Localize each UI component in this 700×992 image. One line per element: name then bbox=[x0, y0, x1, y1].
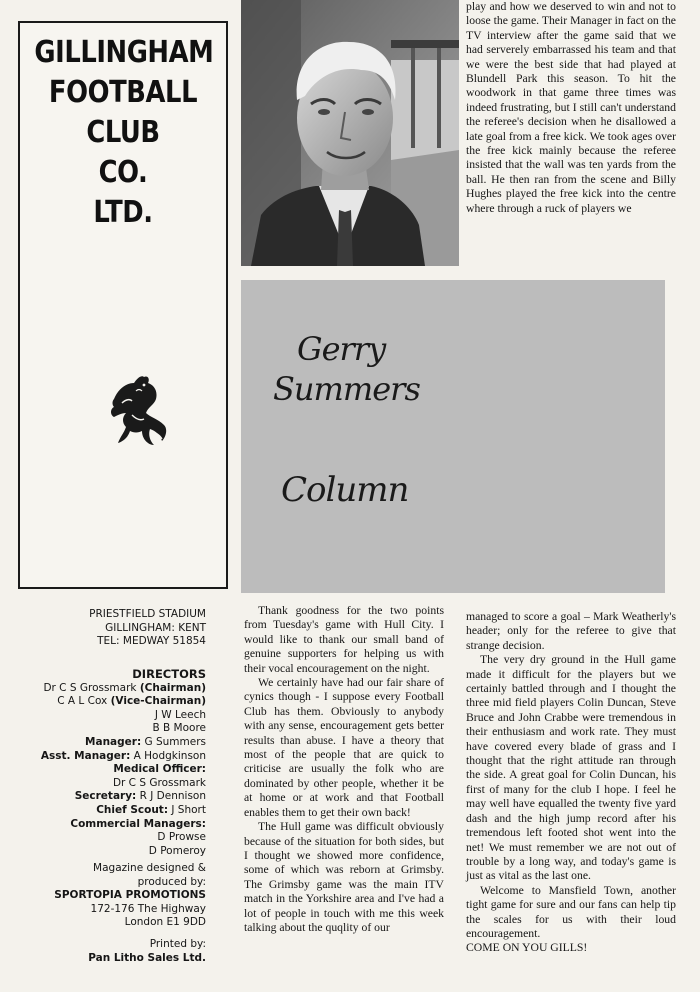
magazine-credits bbox=[18, 862, 206, 965]
club-name-line-1: GILLINGHAM bbox=[34, 35, 214, 70]
credits-designed-1: Magazine designed & bbox=[93, 862, 206, 874]
stadium-address bbox=[18, 608, 206, 649]
club-name-line-4: CO. bbox=[98, 155, 148, 190]
director-vice-chairman: C A L Cox (Vice-Chairman) bbox=[57, 695, 206, 708]
medical-officer-label: Medical Officer: bbox=[113, 763, 206, 776]
article-column-middle bbox=[244, 604, 444, 935]
column-title-panel bbox=[241, 280, 665, 593]
article-column-top-right bbox=[466, 0, 676, 216]
credits-addr-2: London E1 9DD bbox=[124, 916, 206, 929]
article-closing-line: COME ON YOU GILLS! bbox=[466, 941, 588, 955]
directors-heading: DIRECTORS bbox=[132, 667, 206, 681]
commercial-managers-label: Commercial Managers: bbox=[70, 817, 206, 830]
article-continuation: play and how we deserved to win and not to loose the game. Their Manager in fact on the TV interview after the game said that we had serverely embarrassed his team and that we were the best side that had played at Blundell Park this season. To hit the woodwork in that game three times was indeed frustrating, but I still can't understand the referee's decision when he disallowed a late goal from a free kick. We took ages over the free kick mainly because the referee insisted that the wall was ten yards from the ball. He then ran from the scene and Billy Hughes played the free kick into the centre where through a ruck of players we bbox=[466, 0, 676, 215]
address-line-3: TEL: MEDWAY 51854 bbox=[97, 635, 206, 648]
club-masthead-box bbox=[18, 21, 228, 589]
manager-line: Manager: G Summers bbox=[85, 735, 206, 748]
club-name-line-5: LTD. bbox=[93, 195, 153, 230]
credits-printer: Pan Litho Sales Ltd. bbox=[88, 951, 206, 964]
secretary-line: Secretary: R J Dennison bbox=[74, 790, 206, 803]
column-title-name-last: Summers bbox=[273, 370, 420, 408]
medical-officer-name: Dr C S Grossmark bbox=[112, 776, 206, 789]
rearing-horse-emblem-icon bbox=[104, 369, 176, 447]
club-name-line-2: FOOTBALL bbox=[48, 75, 198, 110]
article-paragraph-5: The very dry ground in the Hull game made it difficult for the players but we certainly battled through and I thought the three mid field players Colin Duncan, Steve Bruce and John Crabbe were tremendous in their enthusiasm and work rate. They must have covered every blade of grass and I thought that the right attitude ran through the side. A great goal for Colin Duncan, his first of many for the club I hope. I feel he may well have equalled the twenty five yard dash and the high jump record after his tremendous left footed shot went into the net! We must remember we are not out of trouble by a long way, and today's game is just as vital as the last one. bbox=[466, 653, 676, 883]
article-paragraph-2: We certainly have had our fair share of cynics though - I suppose every Football Club has them. Obviously to anybody with any sense, encouragement gets better results than abuse. I have a theory that most of the people that are quick to criticise are usually the folk who are dominated by other people, whether it be at home or at work and that Football enables them to get their own back! bbox=[244, 676, 444, 819]
club-name bbox=[20, 33, 226, 233]
director-4: B B Moore bbox=[152, 722, 206, 735]
address-line-1: PRIESTFIELD STADIUM bbox=[89, 608, 206, 620]
director-chairman: Dr C S Grossmark (Chairman) bbox=[43, 681, 206, 694]
asst-manager-line: Asst. Manager: A Hodgkinson bbox=[40, 749, 206, 762]
article-paragraph-3: The Hull game was difficult obviously because of the situation for both sides, but I thought we showed more confidence, some of which was reborn at Grimsby. The Grimsby game was the main ITV match in the Yorkshire area and I've had a lot of people in touch with me this week talking about the quqlity of our bbox=[244, 820, 444, 934]
credits-company: SPORTOPIA PROMOTIONS bbox=[54, 889, 206, 902]
credits-designed-2: produced by: bbox=[137, 875, 206, 888]
manager-portrait-photo bbox=[241, 0, 459, 266]
article-paragraph-6: Welcome to Mansfield Town, another tight game for sure and our fans can help tip the scales for us with their loud encouragement. bbox=[466, 883, 676, 940]
commercial-manager-1: D Prowse bbox=[157, 831, 206, 844]
chief-scout-line: Chief Scout: J Short bbox=[96, 803, 206, 816]
article-paragraph-4: managed to score a goal – Mark Weatherly's header; only for the referee to give that strange decision. bbox=[466, 610, 676, 652]
credits-addr-1: 172-176 The Highway bbox=[90, 902, 206, 915]
credits-printed-label: Printed by: bbox=[149, 937, 206, 950]
address-line-2: GILLINGHAM: KENT bbox=[105, 621, 206, 634]
article-paragraph-1: Thank goodness for the two points from Tuesday's game with Hull City. I would like to thank our small band of genuine supporters for helping us with their vocal encouragement on the night. bbox=[244, 604, 444, 675]
director-3: J W Leech bbox=[154, 708, 206, 721]
commercial-manager-2: D Pomeroy bbox=[148, 844, 206, 857]
column-title-word: Column bbox=[281, 470, 409, 510]
directors-list bbox=[18, 668, 206, 858]
column-title-name-first: Gerry bbox=[297, 330, 386, 368]
article-column-right bbox=[466, 610, 676, 956]
club-name-line-3: CLUB bbox=[86, 115, 160, 150]
